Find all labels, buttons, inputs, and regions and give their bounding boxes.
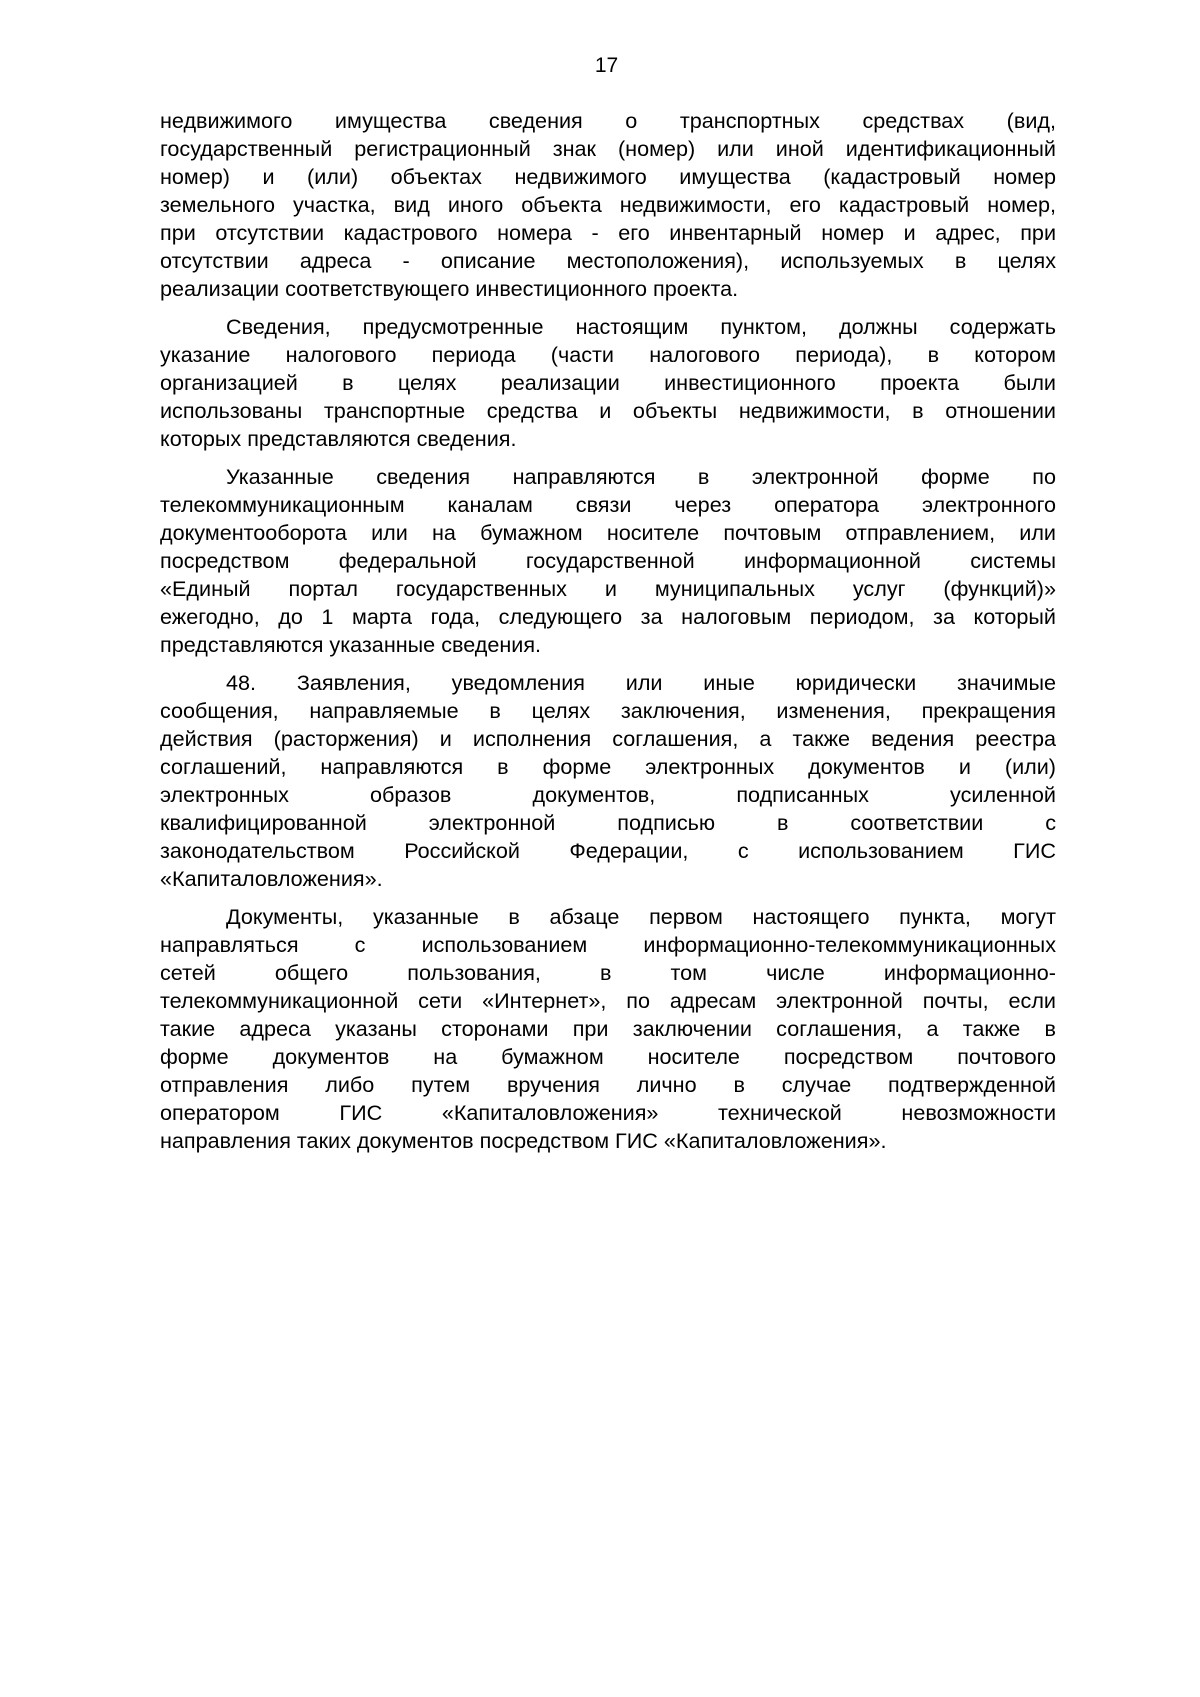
page-number: 17	[594, 54, 619, 77]
text-line: указание налогового периода (части налогового периода), в котором	[160, 342, 1056, 367]
paragraph	[160, 669, 1056, 893]
text-line: «Единый портал государственных и муниципальных услуг (функций)»	[160, 576, 1056, 601]
text-line: номер) и (или) объектах недвижимого имущества (кадастровый номер	[160, 164, 1056, 189]
text-line: направления таких документов посредством ГИС «Капиталовложения».	[160, 1128, 887, 1153]
text-line: «Капиталовложения».	[160, 866, 383, 891]
text-line: отсутствии адреса - описание местоположения), используемых в целях	[160, 248, 1056, 273]
text-line: направляться с использованием информационно-телекоммуникационных	[160, 932, 1056, 957]
text-line: документооборота или на бумажном носителе почтовым отправлением, или	[160, 520, 1056, 545]
paragraph	[160, 463, 1056, 659]
text-line: посредством федеральной государственной информационной системы	[160, 548, 1056, 573]
text-line: форме документов на бумажном носителе посредством почтового	[160, 1044, 1056, 1069]
document-body	[160, 107, 1056, 1165]
paragraph	[160, 903, 1056, 1155]
text-line: законодательством Российской Федерации, с использованием ГИС	[160, 838, 1056, 863]
text-line: Сведения, предусмотренные настоящим пунктом, должны содержать	[226, 314, 1056, 339]
text-line: действия (расторжения) и исполнения соглашения, а также ведения реестра	[160, 726, 1056, 751]
text-line: Документы, указанные в абзаце первом настоящего пункта, могут	[226, 904, 1056, 929]
paragraph	[160, 313, 1056, 453]
text-line: такие адреса указаны сторонами при заключении соглашения, а также в	[160, 1016, 1056, 1041]
text-line: представляются указанные сведения.	[160, 632, 542, 657]
text-line: которых представляются сведения.	[160, 426, 517, 451]
text-line: сетей общего пользования, в том числе информационно-	[160, 960, 1056, 985]
text-line: при отсутствии кадастрового номера - его инвентарный номер и адрес, при	[160, 220, 1056, 245]
text-line: недвижимого имущества сведения о транспортных средствах (вид,	[160, 108, 1056, 133]
text-line: реализации соответствующего инвестиционного проекта.	[160, 276, 739, 301]
text-line: сообщения, направляемые в целях заключения, изменения, прекращения	[160, 698, 1056, 723]
text-line: телекоммуникационным каналам связи через оператора электронного	[160, 492, 1056, 517]
text-line: оператором ГИС «Капиталовложения» технической невозможности	[160, 1100, 1056, 1125]
text-line: земельного участка, вид иного объекта недвижимости, его кадастровый номер,	[160, 192, 1056, 217]
text-line: организацией в целях реализации инвестиционного проекта были	[160, 370, 1056, 395]
text-line: телекоммуникационной сети «Интернет», по адресам электронной почты, если	[160, 988, 1056, 1013]
text-line: ежегодно, до 1 марта года, следующего за налоговым периодом, за который	[160, 604, 1056, 629]
text-line: электронных образов документов, подписанных усиленной	[160, 782, 1056, 807]
text-line: квалифицированной электронной подписью в соответствии с	[160, 810, 1056, 835]
text-line: государственный регистрационный знак (номер) или иной идентификационный	[160, 136, 1056, 161]
text-line: 48. Заявления, уведомления или иные юридически значимые	[226, 670, 1056, 695]
text-line: отправления либо путем вручения лично в случае подтвержденной	[160, 1072, 1056, 1097]
text-line: соглашений, направляются в форме электронных документов и (или)	[160, 754, 1056, 779]
paragraph	[160, 107, 1056, 303]
text-line: использованы транспортные средства и объекты недвижимости, в отношении	[160, 398, 1056, 423]
text-line: Указанные сведения направляются в электронной форме по	[226, 464, 1056, 489]
